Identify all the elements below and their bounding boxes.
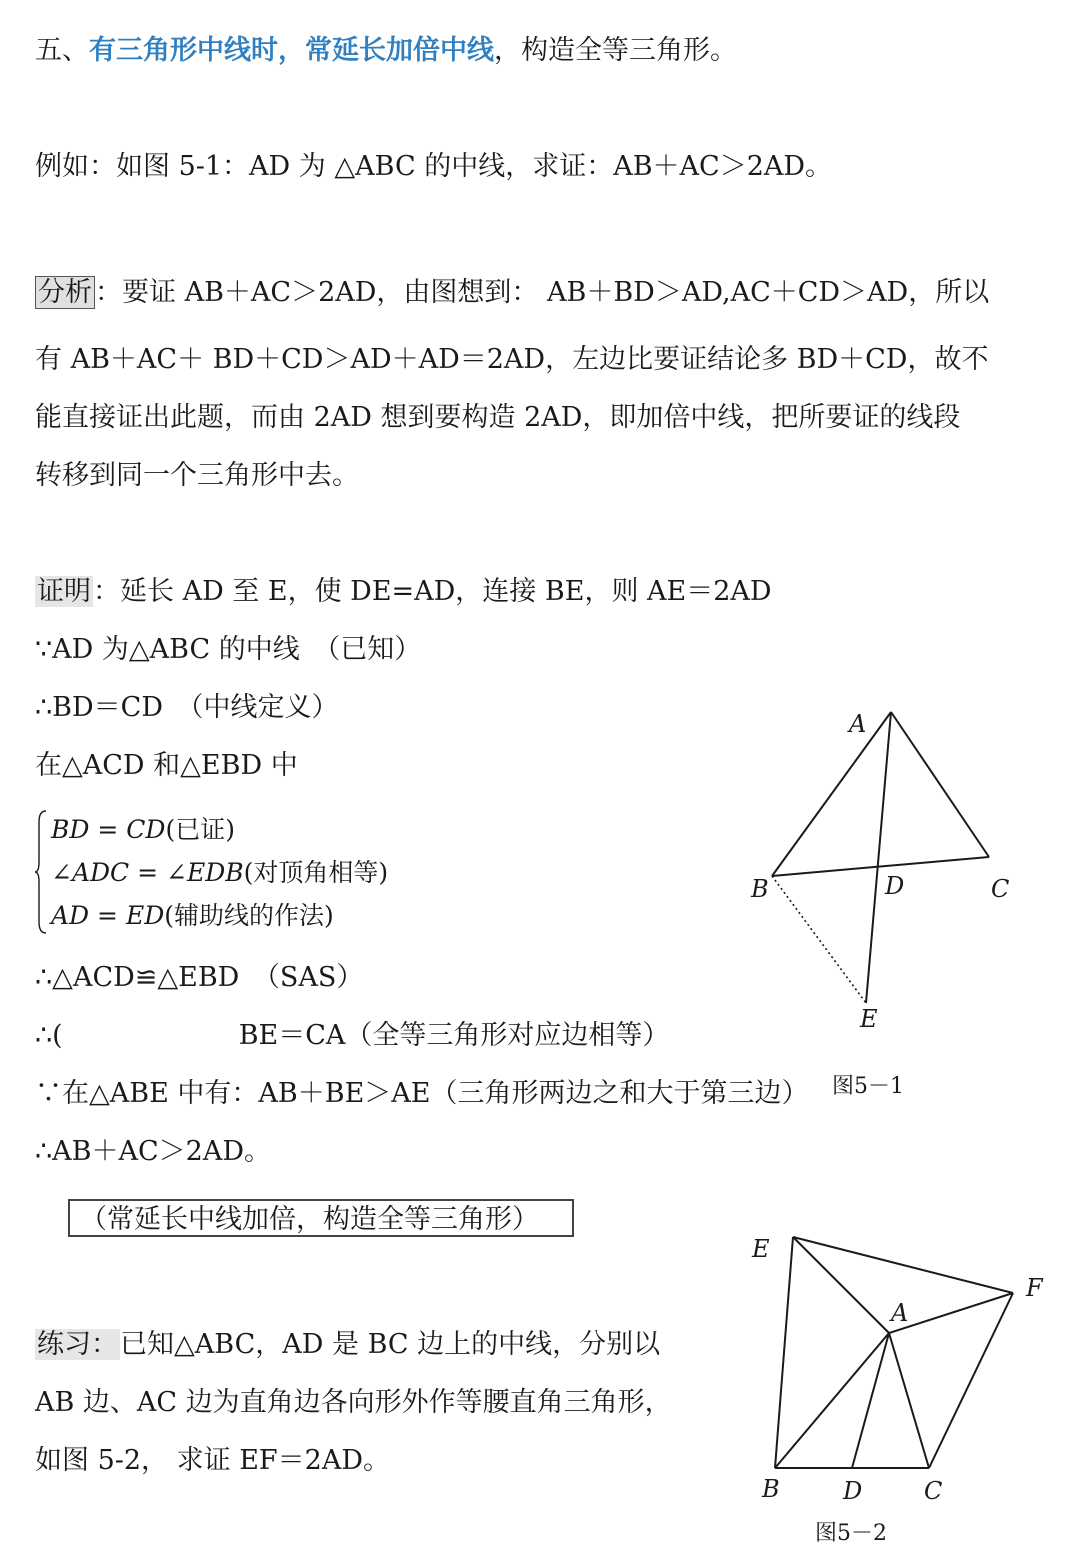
- proof-line-7: ∵在△ABE 中有：AB＋BE＞AE（三角形两边之和大于第三边）: [35, 1078, 809, 1109]
- condition-note: (对顶角相等): [243, 858, 389, 887]
- practice-line-2: AB 边、AC 边为直角边各向形外作等腰直角三角形，: [35, 1387, 672, 1418]
- figure-5-2: [740, 1225, 1060, 1555]
- practice-label: 练习：: [37, 1329, 118, 1360]
- label-b: B: [762, 1475, 780, 1503]
- figure-5-1-caption: 图5－1: [832, 1074, 904, 1099]
- segment-ac: [891, 712, 989, 857]
- label-a: A: [891, 1299, 909, 1327]
- segment-fc: [929, 1293, 1013, 1468]
- proof-line-3: ∴BD＝CD （中线定义）: [35, 692, 339, 723]
- condition-note: (已证): [165, 815, 235, 844]
- condition-row-1: [51, 810, 235, 846]
- segment-ea: [793, 1237, 889, 1333]
- label-c: C: [991, 875, 1010, 903]
- label-e: E: [860, 1005, 878, 1033]
- condition-math: AD = ED: [51, 901, 165, 930]
- proof-line-6-prefix: ∴(: [35, 1020, 63, 1051]
- label-a: A: [849, 710, 867, 738]
- label-f: F: [1026, 1274, 1043, 1302]
- proof-line-5: ∴△ACD≌△EBD （SAS）: [35, 962, 364, 993]
- segment-ad: [852, 1333, 889, 1468]
- analysis-text-1: ：要证 AB＋AC＞2AD，由图想到： AB＋BD＞AD,AC＋CD＞AD，所以: [95, 277, 990, 308]
- segment-ab: [775, 1333, 889, 1468]
- proof-line-1: [35, 574, 772, 610]
- section-heading: [35, 33, 737, 69]
- practice-line-1: [35, 1327, 660, 1363]
- tip-box: （常延长中线加倍，构造全等三角形）: [68, 1199, 574, 1237]
- congruence-conditions: [35, 808, 455, 936]
- proof-line-6-text: BE＝CA（全等三角形对应边相等）: [238, 1020, 670, 1051]
- proof-line-8: ∴AB＋AC＞2AD。: [35, 1136, 271, 1167]
- section-suffix: ，构造全等三角形。: [494, 35, 737, 66]
- section-highlight: 有三角形中线时，常延长加倍中线: [89, 35, 494, 66]
- analysis-line-1: [35, 275, 989, 311]
- segment-bc: [772, 857, 989, 876]
- condition-math: BD = CD: [51, 815, 166, 844]
- analysis-label: 分析: [35, 276, 95, 309]
- proof-line-4: 在△ACD 和△EBD 中: [35, 750, 298, 781]
- label-e: E: [752, 1235, 770, 1263]
- proof-label: 证明: [37, 576, 91, 607]
- proof-line-6: [35, 1018, 669, 1054]
- condition-row-3: [51, 896, 334, 932]
- segment-ef: [793, 1237, 1013, 1293]
- proof-text-1: ：延长 AD 至 E，使 DE=AD，连接 BE，则 AE＝2AD: [93, 576, 772, 607]
- section-prefix: 五、: [35, 35, 89, 66]
- proof-line-2: ∵AD 为△ABC 的中线 （已知）: [35, 634, 422, 665]
- example-statement: 例如：如图 5-1：AD 为 △ABC 的中线，求证：AB＋AC＞2AD。: [35, 151, 833, 182]
- analysis-line-4: 转移到同一个三角形中去。: [35, 460, 359, 491]
- figure-5-1: [740, 700, 1040, 1100]
- segment-ae: [866, 712, 891, 1003]
- label-d: D: [843, 1477, 863, 1505]
- figure-5-2-caption: 图5－2: [815, 1521, 887, 1546]
- segment-ab: [772, 712, 891, 876]
- practice-line-3: 如图 5-2， 求证 EF＝2AD。: [35, 1445, 390, 1476]
- condition-note: (辅助线的作法): [164, 901, 334, 930]
- label-b: B: [751, 875, 769, 903]
- practice-text-1: 已知△ABC，AD 是 BC 边上的中线，分别以: [120, 1329, 661, 1360]
- condition-math: ∠ADC = ∠EDB: [51, 858, 244, 887]
- segment-be-dotted: [772, 876, 866, 1003]
- analysis-line-3: 能直接证出此题，而由 2AD 想到要构造 2AD，即加倍中线，把所要证的线段: [35, 402, 961, 433]
- segment-ac: [889, 1333, 929, 1468]
- label-d: D: [885, 872, 905, 900]
- segment-eb: [775, 1237, 793, 1468]
- condition-row-2: [51, 853, 388, 889]
- analysis-line-2: 有 AB＋AC＋ BD＋CD＞AD＋AD＝2AD，左边比要证结论多 BD＋CD，故不: [35, 344, 989, 375]
- label-c: C: [924, 1477, 943, 1505]
- brace-symbol: [35, 810, 47, 934]
